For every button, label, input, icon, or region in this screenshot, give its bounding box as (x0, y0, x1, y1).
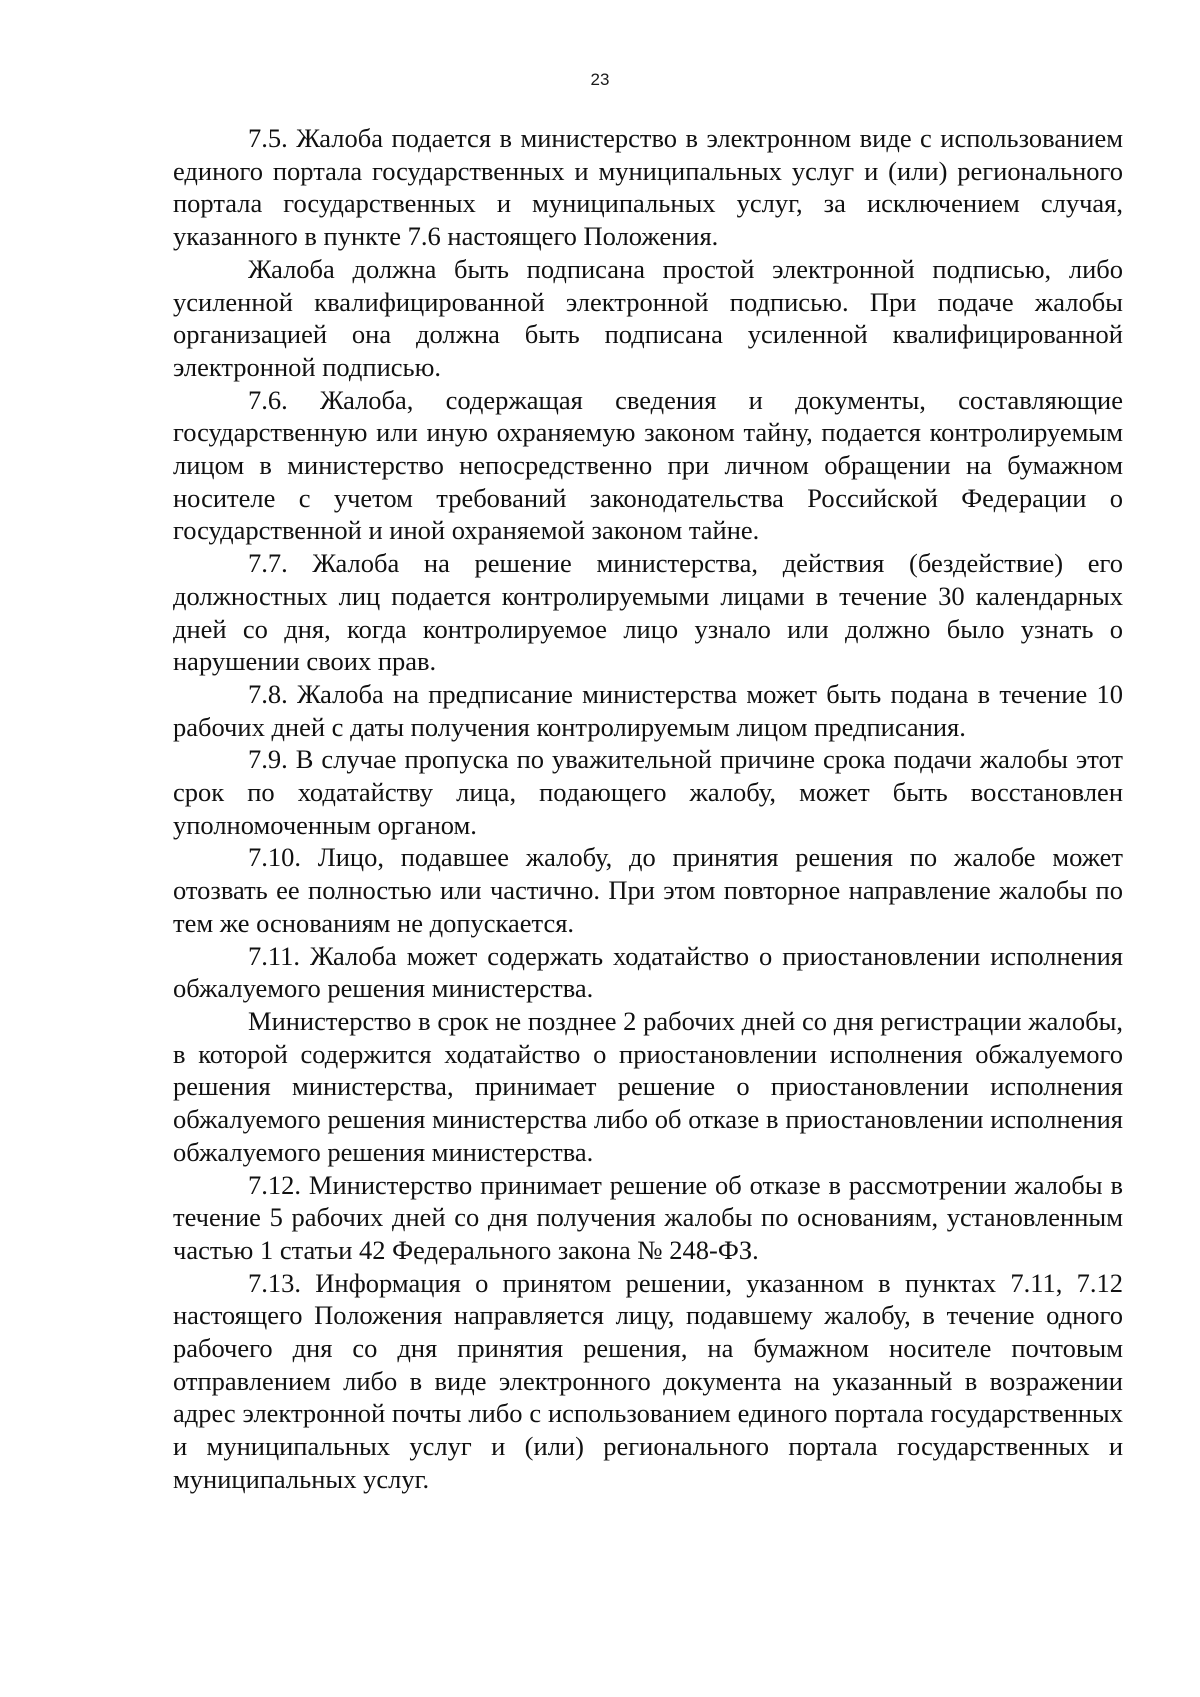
paragraph-7-7: 7.7. Жалоба на решение министерства, действия (бездействие) его должностных лиц подается контролируемыми лицами в течение 30 календарных дней со дня, когда контролируемое лицо узнало или должно было узнать о нарушении своих прав. (173, 548, 1123, 677)
paragraph-7-10: 7.10. Лицо, подавшее жалобу, до принятия решения по жалобе может отозвать ее полностью или частично. При этом повторное направление жалобы по тем же основаниям не допускается. (173, 842, 1123, 938)
paragraph-7-5: 7.5. Жалоба подается в министерство в электронном виде с использованием единого портала государственных и муниципальных услуг и (или) регионального портала государственных и муниципальных услуг, за исключением случая, указанного в пункте 7.6 настоящего Положения. (173, 123, 1123, 252)
document-body (173, 122, 1123, 1496)
paragraph-7-12: 7.12. Министерство принимает решение об отказе в рассмотрении жалобы в течение 5 рабочих дней со дня получения жалобы по основаниям, установленным частью 1 статьи 42 Федерального закона № 248-ФЗ. (173, 1169, 1123, 1265)
page-number: 23 (590, 70, 610, 89)
paragraph-7-13: 7.13. Информация о принятом решении, указанном в пунктах 7.11, 7.12 настоящего Положения направляется лицу, подавшему жалобу, в течение одного рабочего дня со дня принятия решения, на бумажном носителе почтовым отправлением либо в виде электронного документа на указанный в возражении адрес электронной почты либо с использованием единого портала государственных и муниципальных услуг и (или) регионального портала государственных и муниципальных услуг. (173, 1267, 1123, 1494)
paragraph-7-6: 7.6. Жалоба, содержащая сведения и документы, составляющие государственную или иную охраняемую законом тайну, подается контролируемым лицом в министерство непосредственно при личном обращении на бумажном носителе с учетом требований законодательства Российской Федерации о государственной и иной охраняемой законом тайне. (173, 384, 1123, 546)
paragraph-7-11-decision: Министерство в срок не позднее 2 рабочих дней со дня регистрации жалобы, в которой содержится ходатайство о приостановлении исполнения обжалуемого решения министерства, принимает решение о приостановлении исполнения обжалуемого решения министерства либо об отказе в приостановлении исполнения обжалуемого решения министерства. (173, 1005, 1123, 1167)
paragraph-7-9: 7.9. В случае пропуска по уважительной причине срока подачи жалобы этот срок по ходатайству лица, подающего жалобу, может быть восстановлен уполномоченным органом. (173, 744, 1123, 840)
paragraph-7-11: 7.11. Жалоба может содержать ходатайство о приостановлении исполнения обжалуемого решения министерства. (173, 940, 1123, 1004)
paragraph-7-8: 7.8. Жалоба на предписание министерства может быть подана в течение 10 рабочих дней с даты получения контролируемым лицом предписания. (173, 678, 1123, 742)
paragraph-7-5-signature: Жалоба должна быть подписана простой электронной подписью, либо усиленной квалифицированной электронной подписью. При подаче жалобы организацией она должна быть подписана усиленной квалифицированной электронной подписью. (173, 253, 1123, 382)
